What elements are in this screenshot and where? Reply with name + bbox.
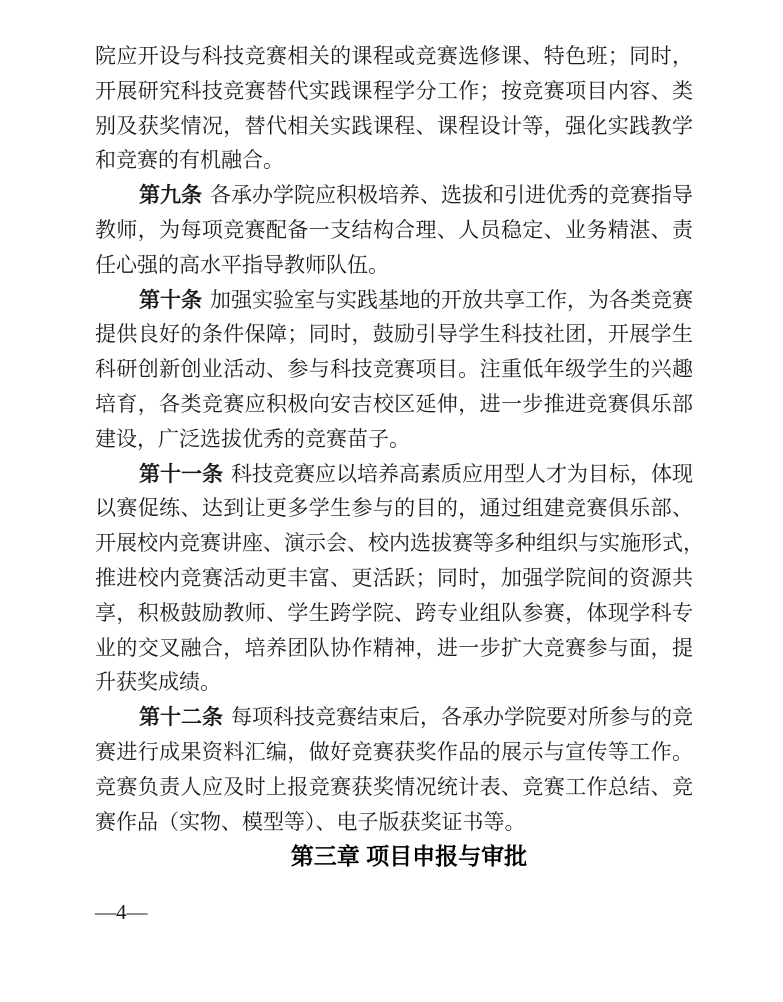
text-line: [95, 248, 693, 283]
text-line-content: 别及获奖情况，替代相关实践课程、课程设计等，强化实践教学: [95, 113, 693, 138]
text-line-article-11: [95, 457, 693, 492]
text-line: [95, 596, 693, 631]
text-line-content: 提供良好的条件保障；同时，鼓励引导学生科技社团，开展学生: [95, 322, 693, 347]
text-line-article-12: [95, 700, 693, 735]
text-line-content: 各承办学院应积极培养、选拔和引进优秀的竞赛指导: [210, 183, 693, 208]
text-line-content: 开展校内竞赛讲座、演示会、校内选拔赛等多种组织与实施形式，: [95, 531, 704, 556]
text-line: [95, 74, 693, 109]
document-body: [95, 39, 704, 874]
text-line-content: 以赛促练、达到让更多学生参与的目的，通过组建竞赛俱乐部、: [95, 496, 693, 521]
text-line: [95, 387, 693, 422]
text-line-content: 和竞赛的有机融合。: [95, 148, 284, 173]
text-line-content: 开展研究科技竞赛替代实践课程学分工作；按竞赛项目内容、类: [95, 78, 693, 103]
text-line-article-10: [95, 283, 693, 318]
text-line-content: 科技竞赛应以培养高素质应用型人才为目标，体现: [231, 461, 693, 486]
text-line-article-9: [95, 178, 693, 213]
article-head: 第十一条: [139, 462, 223, 486]
text-line: [95, 143, 693, 178]
text-line: [95, 422, 693, 457]
text-line: [95, 491, 693, 526]
page-number: —4—: [95, 900, 148, 924]
article-head: 第十条: [139, 288, 202, 312]
text-line-content: 任心强的高水平指导教师队伍。: [95, 252, 389, 277]
text-line: [95, 317, 693, 352]
text-line-content: 院应开设与科技竞赛相关的课程或竞赛选修课、特色班；同时，: [95, 44, 693, 68]
text-line: [95, 735, 693, 770]
text-line-content: 每项科技竞赛结束后，各承办学院要对所参与的竞: [231, 705, 693, 730]
text-line-content: 加强实验室与实践基地的开放共享工作，为各类竞赛: [210, 287, 693, 312]
text-line-content: 教师，为每项竞赛配备一支结构合理、人员稳定、业务精湛、责: [95, 217, 693, 242]
text-line: [95, 665, 693, 700]
text-line: [95, 631, 693, 666]
text-line-content: 培育，各类竞赛应积极向安吉校区延伸，进一步推进竞赛俱乐部: [95, 391, 693, 416]
article-head: 第十二条: [139, 706, 223, 730]
article-head: 第九条: [139, 184, 202, 208]
text-line-content: 推进校内竞赛活动更丰富、更活跃；同时，加强学院间的资源共: [95, 565, 693, 590]
text-line: [95, 109, 693, 144]
text-line-content: 升获奖成绩。: [95, 670, 221, 695]
text-line: [95, 770, 693, 805]
text-line-content: 享，积极鼓励教师、学生跨学院、跨专业组队参赛，体现学科专: [95, 600, 693, 625]
text-line: [95, 805, 693, 840]
text-line: [95, 39, 693, 74]
text-line: [95, 213, 693, 248]
text-line-content: 竞赛负责人应及时上报竞赛获奖情况统计表、竞赛工作总结、竞: [95, 774, 693, 799]
text-line-content: 科研创新创业活动、参与科技竞赛项目。注重低年级学生的兴趣: [95, 357, 693, 382]
text-line: [95, 352, 693, 387]
text-line-content: 赛作品（实物、模型等）、电子版获奖证书等。: [95, 809, 526, 834]
text-line: [95, 526, 704, 561]
text-line-content: 建设，广泛选拔优秀的竞赛苗子。: [95, 426, 410, 451]
text-line-content: 业的交叉融合，培养团队协作精神，进一步扩大竞赛参与面，提: [95, 635, 693, 660]
chapter-heading: 第三章 项目申报与审批: [290, 843, 528, 870]
text-line: [95, 561, 693, 596]
text-line-content: 赛进行成果资料汇编，做好竞赛获奖作品的展示与宣传等工作。: [95, 739, 693, 764]
